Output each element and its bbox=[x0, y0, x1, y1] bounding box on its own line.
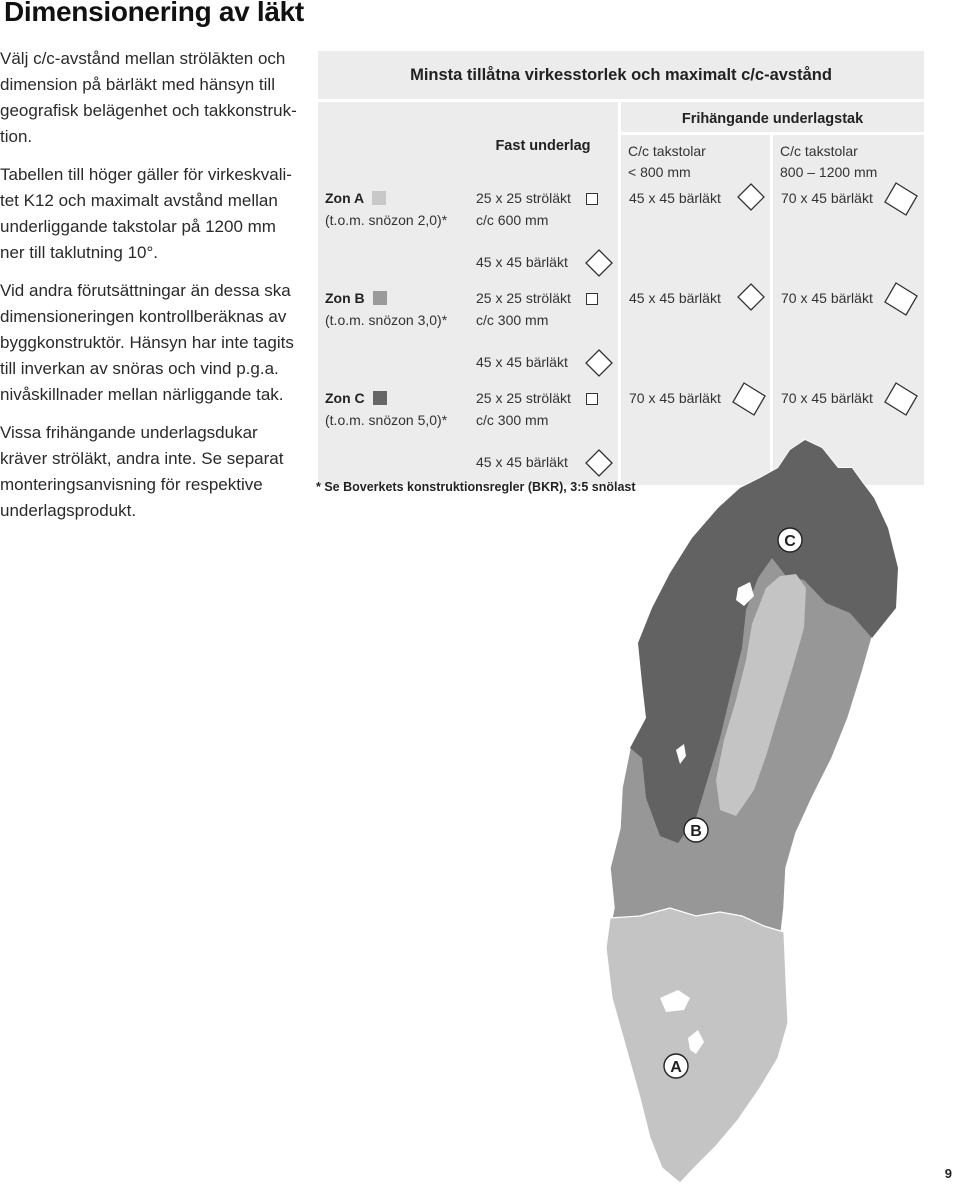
zone-c-strolakt: 25 x 25 ströläkt bbox=[476, 390, 571, 406]
intro-text bbox=[0, 46, 300, 536]
diamond-wide-profile-icon bbox=[882, 380, 920, 418]
zone-b-fast-cc: c/c 300 mm bbox=[476, 312, 549, 328]
cc-header-label: C/c takstolar bbox=[628, 143, 706, 159]
zone-b-name: Zon B bbox=[325, 290, 365, 306]
intro-paragraph: Vid andra förutsättningar än dessa ska dimensioneringen kontrollberäknas av byggkonstruktör. Hänsyn har inte tagits till inverkan av snöras och vind p.g.a. nivåskillnader mellan närliggande tak. bbox=[0, 281, 294, 404]
diamond-profile-icon bbox=[734, 280, 768, 314]
cc-header-range: 800 – 1200 mm bbox=[780, 164, 878, 180]
cc-header-lt800 bbox=[621, 135, 773, 185]
map-label-c bbox=[778, 528, 802, 552]
zone-a-fast bbox=[468, 185, 621, 248]
zone-c-name: Zon C bbox=[325, 390, 365, 406]
table-row bbox=[318, 185, 924, 248]
cc-header-label: C/c takstolar bbox=[780, 143, 858, 159]
snow-zone-map bbox=[600, 438, 940, 1183]
zone-b-snow: (t.o.m. snözon 3,0)* bbox=[325, 312, 448, 328]
frihangande-header: Frihängande underlagstak bbox=[621, 102, 924, 135]
intro-paragraph: Välj c/c-avstånd mellan strölākten och dimension på bärläkt med hänsyn till geografisk belägenhet och takkonstruk-tion. bbox=[0, 49, 297, 146]
table-title: Minsta tillåtna virkesstorlek och maximalt c/c-avstånd bbox=[318, 51, 924, 102]
zone-a-name: Zon A bbox=[325, 190, 365, 206]
zone-c-swatch bbox=[373, 391, 387, 405]
zone-b-barlakt-text: 45 x 45 bärläkt bbox=[476, 354, 568, 370]
zone-b-barlakt bbox=[468, 348, 621, 385]
zone-c-free1-text: 70 x 45 bärläkt bbox=[629, 390, 721, 406]
cc-header-800-1200 bbox=[773, 135, 924, 185]
svg-text:C: C bbox=[784, 533, 796, 550]
zone-a-free1 bbox=[621, 185, 773, 285]
table-row bbox=[318, 285, 924, 348]
diamond-profile-icon bbox=[582, 346, 616, 380]
zone-a-barlakt bbox=[468, 248, 621, 285]
intro-paragraph: Vissa frihängande underlagsdukar kräver ströläkt, andra inte. Se separat monteringsanvisning för respektive underlagsprodukt. bbox=[0, 423, 284, 520]
zone-a-strolakt: 25 x 25 ströläkt bbox=[476, 190, 571, 206]
diamond-profile-icon bbox=[582, 246, 616, 280]
table-corner bbox=[318, 135, 468, 185]
intro-paragraph: Tabellen till höger gäller för virkeskvali-tet K12 och maximalt avstånd mellan underliggande takstolar på 1200 mm ner till taklutning 10°. bbox=[0, 165, 292, 262]
zone-b-swatch bbox=[373, 291, 387, 305]
zone-b-free1 bbox=[621, 285, 773, 385]
zone-c-free2-text: 70 x 45 bärläkt bbox=[781, 390, 873, 406]
diamond-wide-profile-icon bbox=[730, 380, 768, 418]
table-corner bbox=[318, 102, 468, 135]
diamond-profile-icon bbox=[734, 180, 768, 214]
diamond-wide-profile-icon bbox=[882, 180, 920, 218]
footnote: * Se Boverkets konstruktionsregler (BKR), 3:5 snölast bbox=[316, 480, 636, 494]
svg-text:A: A bbox=[670, 1059, 682, 1076]
zone-c-fast-cc: c/c 300 mm bbox=[476, 412, 549, 428]
zone-a-cell bbox=[318, 185, 468, 285]
svg-text:B: B bbox=[690, 823, 702, 840]
map-label-b bbox=[684, 818, 708, 842]
square-profile-icon bbox=[586, 393, 598, 405]
zone-c-cell bbox=[318, 385, 468, 485]
zone-a-swatch bbox=[372, 191, 386, 205]
zone-a-free2 bbox=[773, 185, 924, 285]
zone-b-strolakt: 25 x 25 ströläkt bbox=[476, 290, 571, 306]
zone-b-cell bbox=[318, 285, 468, 385]
diamond-wide-profile-icon bbox=[882, 280, 920, 318]
zone-c-barlakt-text: 45 x 45 bärläkt bbox=[476, 454, 568, 470]
map-label-a bbox=[664, 1054, 688, 1078]
zone-a-snow: (t.o.m. snözon 2,0)* bbox=[325, 212, 448, 228]
page-number: 9 bbox=[944, 1166, 952, 1181]
zone-a-free1-text: 45 x 45 bärläkt bbox=[629, 190, 721, 206]
zone-b-free1-text: 45 x 45 bärläkt bbox=[629, 290, 721, 306]
page-title: Dimensionering av läkt bbox=[4, 0, 304, 27]
fast-underlag-header: Fast underlag bbox=[468, 102, 621, 185]
zone-a-fast-cc: c/c 600 mm bbox=[476, 212, 549, 228]
zone-c-fast bbox=[468, 385, 621, 448]
zone-a-barlakt-text: 45 x 45 bärläkt bbox=[476, 254, 568, 270]
zone-c-snow: (t.o.m. snözon 5,0)* bbox=[325, 412, 448, 428]
zone-b-free2-text: 70 x 45 bärläkt bbox=[781, 290, 873, 306]
zone-b-free2 bbox=[773, 285, 924, 385]
square-profile-icon bbox=[586, 193, 598, 205]
zone-b-fast bbox=[468, 285, 621, 348]
zone-a-free2-text: 70 x 45 bärläkt bbox=[781, 190, 873, 206]
square-profile-icon bbox=[586, 293, 598, 305]
dimension-table bbox=[318, 51, 924, 485]
cc-header-range: < 800 mm bbox=[628, 164, 691, 180]
